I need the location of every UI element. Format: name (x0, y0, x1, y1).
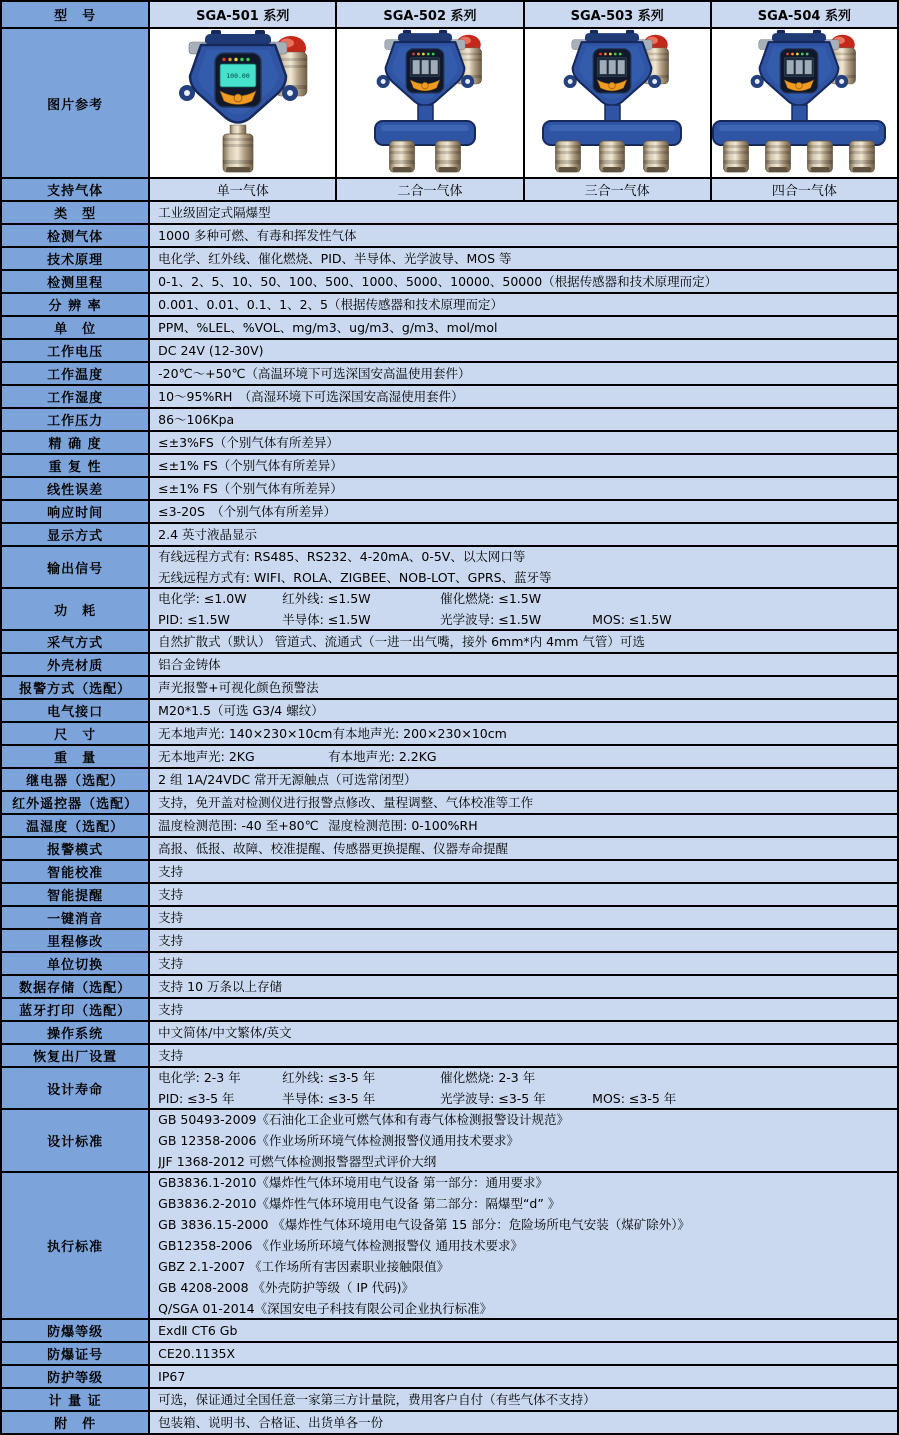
value-line (158, 1300, 889, 1317)
value-segment: 无本地声光: 2KG (158, 749, 255, 764)
value-segment: PID: ≤3-5 年 (158, 1091, 235, 1106)
value-segment: 红外线: ≤3-5 年 (282, 1070, 376, 1085)
value-segment: 光学波导: ≤1.5W (440, 612, 542, 627)
value-segment: MOS: ≤3-5 年 (592, 1091, 677, 1106)
spec-row-label: 防护等级 (1, 1365, 149, 1388)
value-segment: 工业级固定式隔爆型 (158, 205, 271, 220)
value-segment: GB3836.1-2010《爆炸性气体环境用电气设备 第一部分：通用要求》 (158, 1175, 548, 1190)
spec-row-value (149, 791, 898, 814)
value-segment: -20℃～+50℃（高温环境下可选深国安高温使用套件） (158, 366, 471, 381)
spec-row-value (149, 768, 898, 791)
spec-row-value (149, 1388, 898, 1411)
spec-row-label: 单位切换 (1, 952, 149, 975)
value-line (158, 411, 889, 428)
spec-row-value (149, 588, 898, 630)
spec-row (1, 929, 898, 952)
spec-row-value (149, 1319, 898, 1342)
spec-row (1, 431, 898, 454)
value-segment: GB 12358-2006《作业场所环境气体检测报警仪通用技术要求》 (158, 1133, 519, 1148)
value-segment: 半导体: ≤1.5W (282, 612, 371, 627)
value-line (158, 748, 889, 765)
spec-row-label: 继电器（选配） (1, 768, 149, 791)
value-line (158, 840, 889, 857)
spec-row-label: 智能提醒 (1, 883, 149, 906)
spec-row (1, 362, 898, 385)
value-segment: 包装箱、说明书、合格证、出货单各一份 (158, 1415, 384, 1430)
gas-cell-sga-502: 二合一气体 (336, 178, 523, 201)
value-segment: 2.4 英寸液晶显示 (158, 527, 258, 542)
spec-row-label: 智能校准 (1, 860, 149, 883)
value-line (158, 273, 889, 290)
spec-row-value (149, 1365, 898, 1388)
value-line (158, 1391, 889, 1408)
spec-row-value (149, 1109, 898, 1172)
value-line (158, 526, 889, 543)
spec-table-body (1, 1, 898, 1434)
value-segment: 半导体: ≤3-5 年 (282, 1091, 376, 1106)
spec-row-value (149, 975, 898, 998)
value-line (158, 1090, 889, 1107)
header-model-sga-504: SGA-504 系列 (711, 1, 898, 28)
image-cell-sga-503 (524, 28, 711, 178)
spec-row (1, 408, 898, 431)
value-segment: ≤±3%FS（个别气体有所差异） (158, 435, 339, 450)
value-segment: 催化燃烧: 2-3 年 (440, 1070, 536, 1085)
value-segment: 温度检测范围: -40 至+80℃ (158, 818, 319, 833)
spec-row-label: 蓝牙打印（选配） (1, 998, 149, 1021)
value-segment: 催化燃烧: ≤1.5W (440, 591, 542, 606)
value-line (158, 590, 889, 607)
spec-row-label: 重 复 性 (1, 454, 149, 477)
spec-row-value (149, 630, 898, 653)
spec-row (1, 906, 898, 929)
spec-row-value (149, 270, 898, 293)
spec-row-value (149, 722, 898, 745)
value-line (158, 548, 889, 565)
spec-row-value (149, 1172, 898, 1319)
spec-row (1, 523, 898, 546)
header-model-sga-501: SGA-501 系列 (149, 1, 336, 28)
value-line (158, 817, 889, 834)
spec-row (1, 814, 898, 837)
spec-row-value (149, 385, 898, 408)
spec-row (1, 745, 898, 768)
value-segment: IP67 (158, 1369, 186, 1384)
value-segment: Q/SGA 01-2014《深国安电子科技有限公司企业执行标准》 (158, 1301, 493, 1316)
value-line (158, 725, 889, 742)
spec-row-value (149, 293, 898, 316)
spec-row (1, 837, 898, 860)
spec-row-label: 类 型 (1, 201, 149, 224)
spec-row-value (149, 1411, 898, 1434)
value-line (158, 388, 889, 405)
value-segment: 0.001、0.01、0.1、1、2、5（根据传感器和技术原理而定） (158, 297, 504, 312)
spec-row-label: 检测气体 (1, 224, 149, 247)
value-line (158, 1047, 889, 1064)
device-image-sga-503 (525, 29, 709, 173)
spec-row-value (149, 699, 898, 722)
value-segment: 支持 (158, 956, 184, 971)
value-line (158, 250, 889, 267)
spec-row (1, 1021, 898, 1044)
value-segment: 有本地声光: 200×230×10cm (332, 726, 507, 741)
spec-row-label: 显示方式 (1, 523, 149, 546)
spec-row (1, 883, 898, 906)
value-segment: PID: ≤1.5W (158, 612, 230, 627)
spec-row-value (149, 883, 898, 906)
spec-row-value (149, 224, 898, 247)
spec-row-label: 检测里程 (1, 270, 149, 293)
value-segment: 10～95%RH （高湿环境下可选深国安高湿使用套件） (158, 389, 464, 404)
value-segment: 铝合金铸体 (158, 657, 221, 672)
value-segment: 中文简体/中文繁体/英文 (158, 1025, 292, 1040)
spec-row (1, 201, 898, 224)
spec-row (1, 1342, 898, 1365)
value-segment: 支持 10 万条以上存储 (158, 979, 283, 994)
spec-row (1, 500, 898, 523)
spec-row (1, 699, 898, 722)
spec-row (1, 339, 898, 362)
value-segment: 支持 (158, 910, 184, 925)
value-line (158, 771, 889, 788)
value-segment: M20*1.5（可选 G3/4 螺纹） (158, 703, 324, 718)
value-line (158, 794, 889, 811)
spec-row-label: 分 辨 率 (1, 293, 149, 316)
spec-row (1, 385, 898, 408)
device-image-sga-501 (151, 29, 335, 173)
gas-cell-sga-501: 单一气体 (149, 178, 336, 201)
value-line (158, 503, 889, 520)
spec-row (1, 224, 898, 247)
value-segment: 支持 (158, 933, 184, 948)
spec-row-value (149, 998, 898, 1021)
spec-row (1, 768, 898, 791)
value-line (158, 1345, 889, 1362)
spec-row (1, 270, 898, 293)
spec-row-label: 响应时间 (1, 500, 149, 523)
spec-row-label: 防爆证号 (1, 1342, 149, 1365)
value-segment: CE20.1135X (158, 1346, 236, 1361)
device-illustration (525, 29, 709, 173)
value-segment: 支持 (158, 864, 184, 879)
spec-row (1, 1388, 898, 1411)
spec-row (1, 546, 898, 588)
spec-row-value (149, 1342, 898, 1365)
value-segment: 电化学: ≤1.0W (158, 591, 247, 606)
device-image-sga-504 (712, 29, 896, 173)
spec-row-label: 功 耗 (1, 588, 149, 630)
value-segment: 有线远程方式有: RS485、RS232、4-20mA、0-5V、以太网口等 (158, 549, 526, 564)
spec-row-label: 输出信号 (1, 546, 149, 588)
spec-row-label: 采气方式 (1, 630, 149, 653)
spec-row-value (149, 247, 898, 270)
value-segment: 光学波导: ≤3-5 年 (440, 1091, 546, 1106)
value-line (158, 342, 889, 359)
spec-row (1, 1319, 898, 1342)
value-line (158, 611, 889, 628)
value-line (158, 569, 889, 586)
value-segment: 红外线: ≤1.5W (282, 591, 371, 606)
spec-row-value (149, 860, 898, 883)
spec-row (1, 860, 898, 883)
value-segment: DC 24V (12-30V) (158, 343, 264, 358)
value-segment: 有本地声光: 2.2KG (328, 749, 437, 764)
spec-row (1, 477, 898, 500)
value-segment: 支持，免开盖对检测仪进行报警点修改、量程调整、气体校准等工作 (158, 795, 534, 810)
spec-row (1, 588, 898, 630)
spec-row-label: 工作温度 (1, 362, 149, 385)
spec-row-value (149, 546, 898, 588)
spec-row-label: 恢复出厂设置 (1, 1044, 149, 1067)
value-line (158, 1153, 889, 1170)
spec-row (1, 998, 898, 1021)
value-line (158, 1258, 889, 1275)
value-line (158, 1195, 889, 1212)
spec-row-label: 单 位 (1, 316, 149, 339)
spec-row-label: 技术原理 (1, 247, 149, 270)
image-row (1, 28, 898, 178)
value-segment: 1000 多种可燃、有毒和挥发性气体 (158, 228, 357, 243)
value-line (158, 1111, 889, 1128)
spec-row-value (149, 339, 898, 362)
spec-row (1, 952, 898, 975)
spec-row-value (149, 653, 898, 676)
value-segment: GB 3836.15-2000 《爆炸性气体环境用电气设备第 15 部分：危险场所电气安装（煤矿除外）》 (158, 1217, 690, 1232)
spec-row-value (149, 929, 898, 952)
value-segment: 支持 (158, 1048, 184, 1063)
value-line (158, 296, 889, 313)
spec-row-value (149, 454, 898, 477)
spec-row-label: 报警模式 (1, 837, 149, 860)
spec-row-label: 数据存储（选配） (1, 975, 149, 998)
value-segment: 0-1、2、5、10、50、100、500、1000、5000、10000、50000（根据传感器和技术原理而定） (158, 274, 718, 289)
spec-row-value (149, 201, 898, 224)
value-line (158, 227, 889, 244)
spec-row (1, 1365, 898, 1388)
value-line (158, 702, 889, 719)
value-segment: MOS: ≤1.5W (592, 612, 672, 627)
spec-row (1, 653, 898, 676)
image-cell-sga-501 (149, 28, 336, 178)
value-segment: 无本地声光: 140×230×10cm (158, 726, 333, 741)
header-model-sga-502: SGA-502 系列 (336, 1, 523, 28)
spec-row-value (149, 431, 898, 454)
device-illustration (338, 29, 522, 173)
value-line (158, 633, 889, 650)
gas-row-label: 支持气体 (1, 178, 149, 201)
value-segment: GB 50493-2009《石油化工企业可燃气体和有毒气体检测报警设计规范》 (158, 1112, 569, 1127)
spec-row-value (149, 477, 898, 500)
header-row (1, 1, 898, 28)
value-segment: 无线远程方式有: WIFI、ROLA、ZIGBEE、NOB-LOT、GPRS、蓝牙等 (158, 570, 552, 585)
value-segment: GB 4208-2008 《外壳防护等级（ IP 代码)》 (158, 1280, 415, 1295)
value-line (158, 932, 889, 949)
spec-row-value (149, 952, 898, 975)
device-image-sga-502 (338, 29, 522, 173)
value-line (158, 886, 889, 903)
spec-row-value (149, 745, 898, 768)
spec-row-value (149, 362, 898, 385)
value-line (158, 434, 889, 451)
value-segment: 声光报警+可视化颜色预警法 (158, 680, 319, 695)
value-segment: GB3836.2-2010《爆炸性气体环境用电气设备 第二部分：隔爆型“d” 》 (158, 1196, 561, 1211)
value-line (158, 1322, 889, 1339)
value-segment: 2 组 1A/24VDC 常开无源触点（可选常闭型） (158, 772, 417, 787)
svg-text:100.00: 100.00 (226, 72, 250, 80)
spec-row-label: 里程修改 (1, 929, 149, 952)
spec-row-label: 精 确 度 (1, 431, 149, 454)
spec-row-value (149, 316, 898, 339)
header-model-label: 型 号 (1, 1, 149, 28)
value-line (158, 656, 889, 673)
spec-row-value (149, 523, 898, 546)
value-line (158, 1368, 889, 1385)
spec-row (1, 676, 898, 699)
image-row-label: 图片参考 (1, 28, 149, 178)
spec-row-value (149, 408, 898, 431)
spec-row-label: 工作电压 (1, 339, 149, 362)
value-line (158, 1024, 889, 1041)
spec-row-value (149, 814, 898, 837)
spec-row-label: 执行标准 (1, 1172, 149, 1319)
spec-row-label: 外壳材质 (1, 653, 149, 676)
spec-row (1, 1044, 898, 1067)
spec-row-label: 红外遥控器（选配） (1, 791, 149, 814)
value-line (158, 1069, 889, 1086)
spec-row (1, 316, 898, 339)
spec-row-label: 防爆等级 (1, 1319, 149, 1342)
value-line (158, 457, 889, 474)
spec-row (1, 791, 898, 814)
spec-row-label: 线性误差 (1, 477, 149, 500)
value-line (158, 1001, 889, 1018)
value-segment: ≤3-20S （个别气体有所差异） (158, 504, 337, 519)
spec-row-value (149, 500, 898, 523)
spec-row (1, 975, 898, 998)
spec-row (1, 722, 898, 745)
value-line (158, 679, 889, 696)
spec-row (1, 1067, 898, 1109)
value-line (158, 955, 889, 972)
spec-row (1, 454, 898, 477)
spec-row (1, 630, 898, 653)
spec-row-value (149, 906, 898, 929)
value-segment: JJF 1368-2012 可燃气体检测报警器型式评价大纲 (158, 1154, 437, 1169)
value-line (158, 863, 889, 880)
spec-row-label: 操作系统 (1, 1021, 149, 1044)
value-line (158, 909, 889, 926)
value-line (158, 365, 889, 382)
spec-row-value (149, 676, 898, 699)
gas-row (1, 178, 898, 201)
gas-cell-sga-503: 三合一气体 (524, 178, 711, 201)
value-segment: GBZ 2.1-2007 《工作场所有害因素职业接触限值》 (158, 1259, 450, 1274)
value-segment: 高报、低报、故障、校准提醒、传感器更换提醒、仪器寿命提醒 (158, 841, 509, 856)
spec-row-label: 计 量 证 (1, 1388, 149, 1411)
spec-row (1, 293, 898, 316)
spec-row-label: 一键消音 (1, 906, 149, 929)
value-segment: ≤±1% FS（个别气体有所差异） (158, 481, 343, 496)
value-line (158, 480, 889, 497)
header-model-sga-503: SGA-503 系列 (524, 1, 711, 28)
spec-row-label: 尺 寸 (1, 722, 149, 745)
value-segment: 电化学: 2-3 年 (158, 1070, 241, 1085)
value-segment: 自然扩散式（默认） 管道式、流通式（一进一出气嘴，接外 6mm*内 4mm 气管）可选 (158, 634, 645, 649)
value-segment: 支持 (158, 887, 184, 902)
value-line (158, 1279, 889, 1296)
spec-row-value (149, 837, 898, 860)
spec-row-label: 设计寿命 (1, 1067, 149, 1109)
value-segment: ≤±1% FS（个别气体有所差异） (158, 458, 343, 473)
spec-row-label: 温湿度（选配） (1, 814, 149, 837)
spec-row-label: 工作压力 (1, 408, 149, 431)
value-segment: 可选，保证通过全国任意一家第三方计量院，费用客户自付（有些气体不支持） (158, 1392, 596, 1407)
value-line (158, 978, 889, 995)
value-line (158, 1174, 889, 1191)
image-cell-sga-504 (711, 28, 898, 178)
value-segment: 电化学、红外线、催化燃烧、PID、半导体、光学波导、MOS 等 (158, 251, 512, 266)
value-line (158, 204, 889, 221)
spec-row-label: 附 件 (1, 1411, 149, 1434)
spec-row-value (149, 1021, 898, 1044)
spec-row-value (149, 1044, 898, 1067)
device-illustration (712, 29, 896, 173)
spec-row (1, 1411, 898, 1434)
spec-row-value (149, 1067, 898, 1109)
image-cell-sga-502 (336, 28, 523, 178)
value-line (158, 1216, 889, 1233)
value-line (158, 1237, 889, 1254)
value-segment: 支持 (158, 1002, 184, 1017)
device-illustration (151, 29, 335, 173)
value-line (158, 1132, 889, 1149)
spec-row (1, 1109, 898, 1172)
value-line (158, 1414, 889, 1431)
spec-row-label: 报警方式（选配） (1, 676, 149, 699)
value-segment: GB12358-2006 《作业场所环境气体检测报警仪 通用技术要求》 (158, 1238, 523, 1253)
value-segment: PPM、%LEL、%VOL、mg/m3、ug/m3、g/m3、mol/mol (158, 320, 498, 335)
spec-row-label: 设计标准 (1, 1109, 149, 1172)
spec-row-label: 重 量 (1, 745, 149, 768)
value-segment: ExdⅡ CT6 Gb (158, 1323, 238, 1338)
spec-row (1, 1172, 898, 1319)
spec-row-label: 电气接口 (1, 699, 149, 722)
gas-cell-sga-504: 四合一气体 (711, 178, 898, 201)
value-segment: 湿度检测范围: 0-100%RH (328, 818, 478, 833)
spec-row (1, 247, 898, 270)
spec-row-label: 工作湿度 (1, 385, 149, 408)
value-line (158, 319, 889, 336)
value-segment: 86～106Kpa (158, 412, 235, 427)
